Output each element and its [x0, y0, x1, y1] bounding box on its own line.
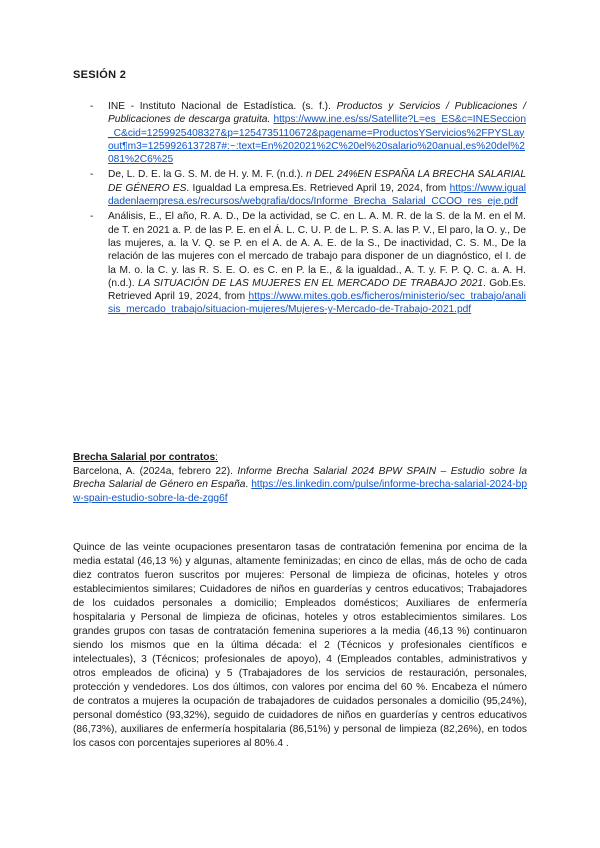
reference-link[interactable]: https://www.igualdadenlaempresa.es/recursos/webgrafia/docs/Informe_Brecha_Salarial_CCOO_res_eje.pdf [108, 182, 527, 208]
citation [73, 465, 527, 505]
citation-after: . [245, 479, 252, 491]
reference-item-ine [90, 100, 526, 166]
subsection-title-colon: : [215, 452, 218, 463]
reference-text: INE - Instituto Nacional de Estadística. (s. f.). [108, 101, 337, 112]
reference-after: . Igualdad La empresa.Es. Retrieved April 19, 2024, from [186, 182, 450, 194]
reference-item-mites [90, 210, 526, 316]
reference-link[interactable]: https://www.mites.gob.es/ficheros/ministerio/sec_trabajo/analisis_mercado_trabajo/situacion-mujeres/Mujeres-y-Mercado-de-Trabajo-2021.pdf [108, 291, 526, 316]
list-dash: - [90, 169, 94, 181]
reference-after: . Gob.Es. Retrieved April 19, 2024, from [108, 277, 526, 303]
reference-text: Análisis, E., El año, R. A. D., De la actividad, se C. en L. A. M. R. de la S. de la M. en el M. de T. en 2021 a. P. de las P. E. en el Á. L. C. U. P. de L. P. S. A. las P. V., El paro, la O. y., De las mujeres, a. la V. Q. se P. en el A. de A. A. E. de la S., De inactividad, C. S. M., De la relación de las mujeres con el mercado de trabajo para disponer de un diagnóstico, el I. de la M. o. la C. y. las R. S. E. O. es C. en P. la E., & la igualdad., A. T. y. F. P. Q. C. a. A. H. (n.d.). [108, 211, 526, 289]
reference-list [90, 100, 526, 319]
subsection-title-text: Brecha Salarial por contratos [73, 452, 216, 463]
citation-text: Barcelona, A. (2024a, febrero 22). [73, 466, 238, 477]
reference-link[interactable]: https://www.ine.es/ss/Satellite?L=es_ES&c=INESeccion_C&cid=1259925408327&p=1254735110672&pagename=ProductosYServicios%2FPYSLayout¶m3=1259926137287#:~:text=En%202021%2C%20el%20salario%20anual,es%20del%2081%2C6%25 [108, 114, 526, 166]
citation-link[interactable]: https://es.linkedin.com/pulse/informe-brecha-salarial-2024-bpw-spain-estudio-sobre-la-de-zgg6f [73, 479, 527, 504]
reference-text: De, L. D. E. la G. S. M. de H. y. M. F. (n.d.). [108, 169, 307, 181]
subsection-title [73, 451, 527, 464]
list-dash: - [90, 211, 94, 223]
citation-title: Informe Brecha Salarial 2024 BPW SPAIN – Estudio sobre la Brecha Salarial de Género en España [73, 466, 527, 491]
list-dash: - [90, 101, 94, 112]
section-heading: SESIÓN 2 [73, 69, 127, 81]
reference-title: LA SITUACIÓN DE LAS MUJERES EN EL MERCADO DE TRABAJO 2021 [137, 277, 484, 289]
reference-item-igualdad [90, 168, 526, 208]
reference-title: n DEL 24%EN ESPAÑA LA BRECHA SALARIAL DE GÉNERO ES [108, 169, 526, 194]
body-paragraph: Quince de las veinte ocupaciones presentaron tasas de contratación femenina por encima de la media estatal (46,13 %) y algunas, altamente feminizadas; en cinco de ellas, más de ocho de cada diez contratos fueron suscritos por mujeres: Personal de limpieza de oficinas, hoteles y otros establecimientos similares; Cuidadores de niños en guarderías y centros educativos; Trabajadores de los cuidados personales a domicilio; Empleados domésticos; Auxiliares de enfermería hospitalaria y Personal de limpieza de oficinas, hoteles y otros establecimientos similares. Los grandes grupos con tasas de contratación femenina superiores a la media (46,13 %) continuaron siendo los mismos que en la última década: el 2 (Técnicos y profesionales científicos e intelectuales), 3 (Técnicos; profesionales de apoyo), 4 (Empleados contables, administrativos y otros empleados de oficina) y 5 (Trabajadores de los servicios de restauración, personales, protección y vendedores. Los dos últimos, con valores por encima del 60 %. Encabeza el número de contratos a mujeres la ocupación de trabajadores de cuidados personales a domicilio (95,24%), personal doméstico (93,32%), seguido de cuidadores de niños en guarderías y centros educativos (86,73%), auxiliares de enfermería hospitalaria (86,51%) y personal de limpieza (82,26%), en todos los casos con porcentajes superiores al 80%.4 . [73, 542, 527, 749]
reference-title: Productos y Servicios / Publicaciones / Publicaciones de descarga gratuita. [108, 101, 526, 126]
